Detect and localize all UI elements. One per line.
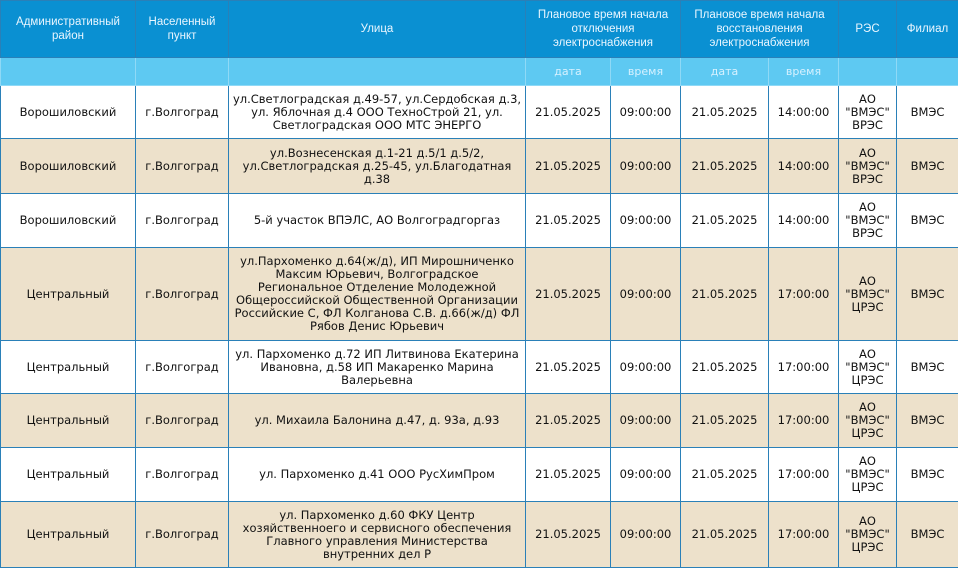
header-row xyxy=(1,1,958,58)
cell-street: ул.Вознесенская д.1-21 д.5/1 д.5/2, ул.Светлоградская д.25-45, ул.Благодатная д.38 xyxy=(229,139,526,194)
cell-street: 5-й участок ВПЭЛС, АО Волгоградгоргаз xyxy=(229,194,526,248)
table-row xyxy=(1,394,958,448)
table-row xyxy=(1,86,958,139)
header-district: Административный район xyxy=(1,1,136,58)
cell-locality: г.Волгоград xyxy=(136,448,229,502)
subheader-off-time: время xyxy=(611,58,681,86)
cell-off-time: 09:00:00 xyxy=(611,448,681,502)
cell-locality: г.Волгоград xyxy=(136,194,229,248)
cell-locality: г.Волгоград xyxy=(136,248,229,341)
header-locality: Населенный пункт xyxy=(136,1,229,58)
table-row xyxy=(1,448,958,502)
cell-branch: ВМЭС xyxy=(897,139,958,194)
cell-on-time: 14:00:00 xyxy=(769,194,839,248)
cell-res: АО "ВМЭС" ВРЭС xyxy=(839,194,897,248)
table-row xyxy=(1,194,958,248)
cell-off-time: 09:00:00 xyxy=(611,502,681,568)
cell-branch: ВМЭС xyxy=(897,194,958,248)
cell-on-time: 14:00:00 xyxy=(769,139,839,194)
cell-on-time: 17:00:00 xyxy=(769,248,839,341)
cell-res: АО "ВМЭС" ЦРЭС xyxy=(839,394,897,448)
cell-off-time: 09:00:00 xyxy=(611,86,681,139)
cell-res: АО "ВМЭС" ЦРЭС xyxy=(839,502,897,568)
cell-district: Центральный xyxy=(1,502,136,568)
cell-branch: ВМЭС xyxy=(897,248,958,341)
cell-res: АО "ВМЭС" ЦРЭС xyxy=(839,448,897,502)
cell-street: ул.Пархоменко д.64(ж/д), ИП Мирошниченко Максим Юрьевич, Волгоградское Региональное Отделение Молодежной Общероссийской Общественной Организации Российские С, ФЛ Колганова С.В. д.66(ж/д) ФЛ Рябов Денис Юрьевич xyxy=(229,248,526,341)
subheader-empty xyxy=(1,58,136,86)
cell-locality: г.Волгоград xyxy=(136,502,229,568)
subheader-empty xyxy=(897,58,958,86)
subheader-empty xyxy=(229,58,526,86)
cell-branch: ВМЭС xyxy=(897,394,958,448)
header-street: Улица xyxy=(229,1,526,58)
subheader-empty xyxy=(136,58,229,86)
cell-off-time: 09:00:00 xyxy=(611,394,681,448)
cell-on-date: 21.05.2025 xyxy=(681,394,769,448)
cell-res: АО "ВМЭС" ВРЭС xyxy=(839,86,897,139)
cell-on-date: 21.05.2025 xyxy=(681,86,769,139)
cell-off-date: 21.05.2025 xyxy=(526,139,611,194)
table-row xyxy=(1,341,958,394)
cell-branch: ВМЭС xyxy=(897,502,958,568)
cell-locality: г.Волгоград xyxy=(136,394,229,448)
table-row xyxy=(1,139,958,194)
cell-street: ул. Пархоменко д.41 ООО РусХимПром xyxy=(229,448,526,502)
cell-on-time: 17:00:00 xyxy=(769,448,839,502)
cell-on-date: 21.05.2025 xyxy=(681,139,769,194)
cell-off-date: 21.05.2025 xyxy=(526,341,611,394)
cell-street: ул. Михаила Балонина д.47, д. 93а, д.93 xyxy=(229,394,526,448)
cell-locality: г.Волгоград xyxy=(136,139,229,194)
cell-on-time: 17:00:00 xyxy=(769,394,839,448)
subheader-on-date: дата xyxy=(681,58,769,86)
cell-off-date: 21.05.2025 xyxy=(526,194,611,248)
cell-on-time: 17:00:00 xyxy=(769,502,839,568)
subheader-empty xyxy=(839,58,897,86)
cell-off-time: 09:00:00 xyxy=(611,139,681,194)
header-branch: Филиал xyxy=(897,1,958,58)
subheader-on-time: время xyxy=(769,58,839,86)
subheader-off-date: дата xyxy=(526,58,611,86)
cell-on-date: 21.05.2025 xyxy=(681,248,769,341)
cell-street: ул.Светлоградская д.49-57, ул.Сердобская д.3, ул. Яблочная д.4 ООО ТехноСтрой 21, ул. Светлоградская ООО МТС ЭНЕРГО xyxy=(229,86,526,139)
cell-district: Центральный xyxy=(1,341,136,394)
table-row xyxy=(1,502,958,568)
cell-off-date: 21.05.2025 xyxy=(526,248,611,341)
subheader-row xyxy=(1,58,958,86)
cell-district: Ворошиловский xyxy=(1,139,136,194)
cell-off-time: 09:00:00 xyxy=(611,248,681,341)
cell-off-date: 21.05.2025 xyxy=(526,86,611,139)
header-outage-start: Плановое время начала отключения электроснабжения xyxy=(526,1,681,58)
cell-on-date: 21.05.2025 xyxy=(681,341,769,394)
cell-branch: ВМЭС xyxy=(897,86,958,139)
cell-off-time: 09:00:00 xyxy=(611,194,681,248)
cell-on-time: 17:00:00 xyxy=(769,341,839,394)
cell-off-date: 21.05.2025 xyxy=(526,394,611,448)
cell-branch: ВМЭС xyxy=(897,341,958,394)
cell-res: АО "ВМЭС" ВРЭС xyxy=(839,139,897,194)
cell-on-date: 21.05.2025 xyxy=(681,502,769,568)
cell-district: Ворошиловский xyxy=(1,86,136,139)
cell-on-time: 14:00:00 xyxy=(769,86,839,139)
cell-res: АО "ВМЭС" ЦРЭС xyxy=(839,248,897,341)
cell-off-time: 09:00:00 xyxy=(611,341,681,394)
cell-street: ул. Пархоменко д.60 ФКУ Центр хозяйственноего и сервисного обеспечения Главного управления Министерства внутренних дел Р xyxy=(229,502,526,568)
cell-off-date: 21.05.2025 xyxy=(526,448,611,502)
cell-district: Ворошиловский xyxy=(1,194,136,248)
cell-branch: ВМЭС xyxy=(897,448,958,502)
header-restore-start: Плановое время начала восстановления электроснабжения xyxy=(681,1,839,58)
cell-on-date: 21.05.2025 xyxy=(681,194,769,248)
cell-res: АО "ВМЭС" ЦРЭС xyxy=(839,341,897,394)
cell-street: ул. Пархоменко д.72 ИП Литвинова Екатерина Ивановна, д.58 ИП Макаренко Марина Валерьевна xyxy=(229,341,526,394)
cell-district: Центральный xyxy=(1,248,136,341)
cell-locality: г.Волгоград xyxy=(136,341,229,394)
cell-off-date: 21.05.2025 xyxy=(526,502,611,568)
header-res: РЭС xyxy=(839,1,897,58)
cell-locality: г.Волгоград xyxy=(136,86,229,139)
table-row xyxy=(1,248,958,341)
cell-district: Центральный xyxy=(1,394,136,448)
cell-district: Центральный xyxy=(1,448,136,502)
cell-on-date: 21.05.2025 xyxy=(681,448,769,502)
